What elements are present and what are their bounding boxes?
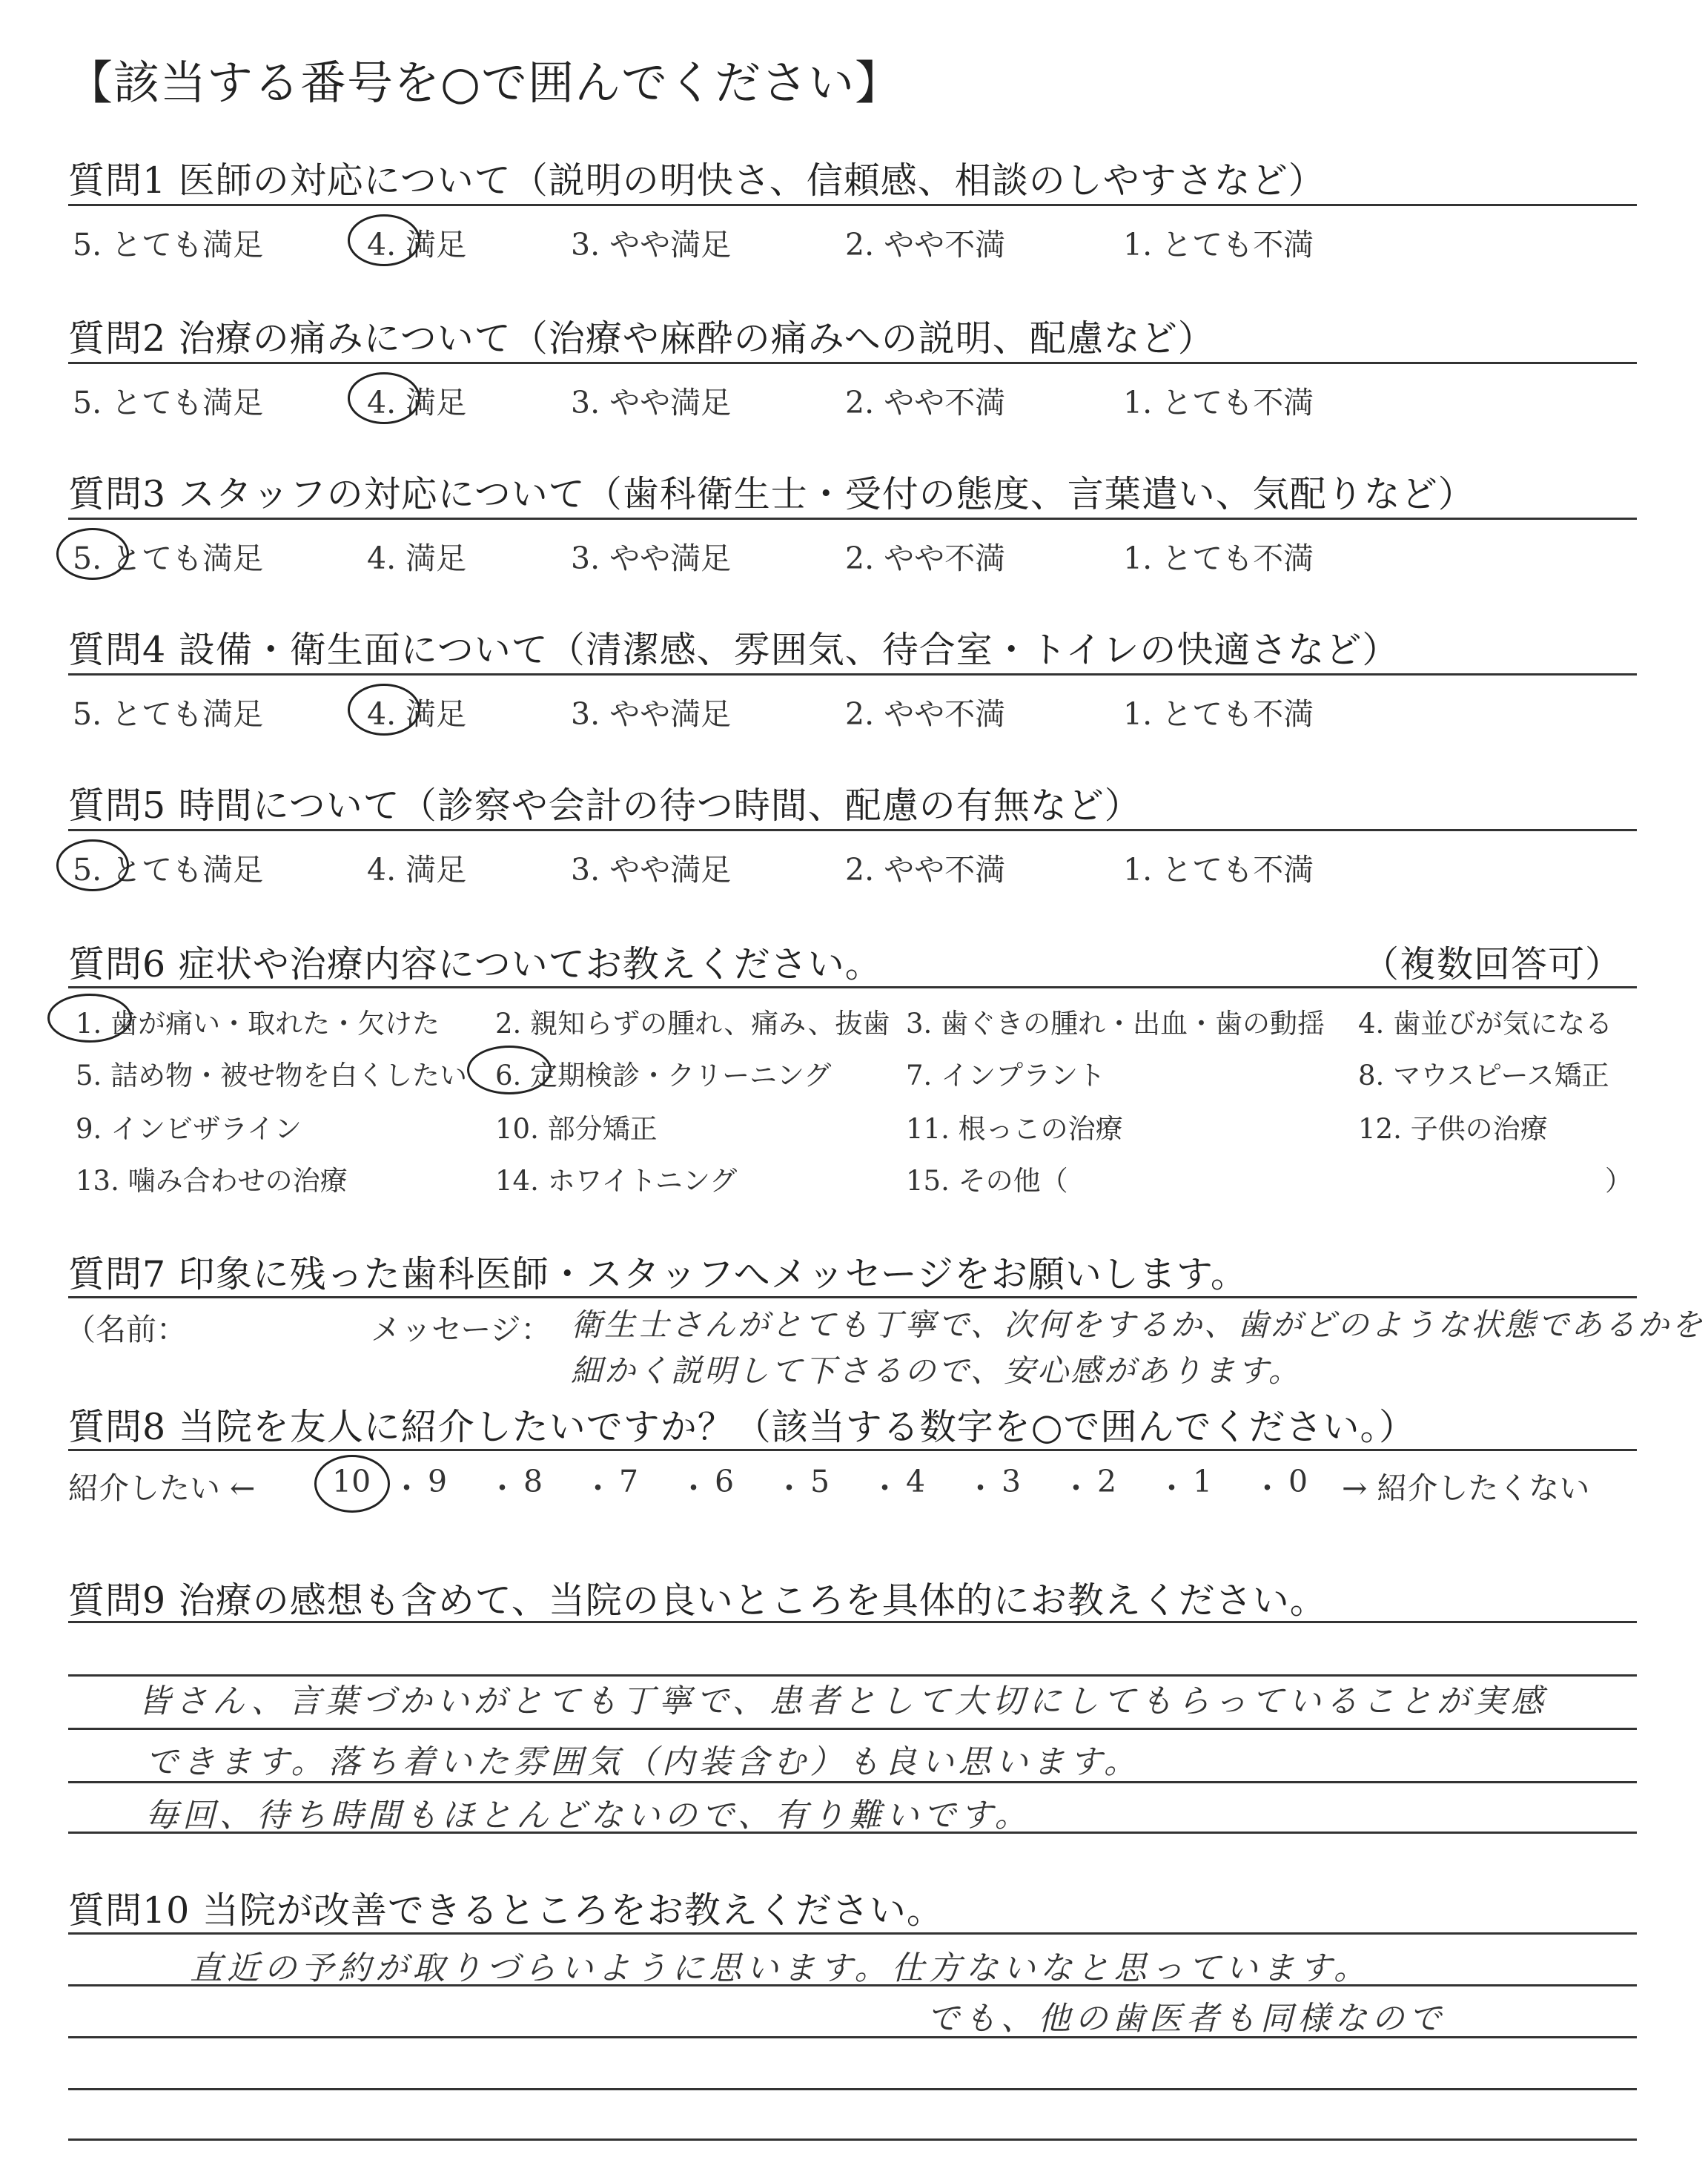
q8-separator-dot: ・ — [870, 1470, 900, 1506]
q6-option-4[interactable]: 4. 歯並びが気になる — [1358, 1008, 1613, 1040]
q8-value-5[interactable]: 5 — [810, 1464, 830, 1499]
q8-separator-dot: ・ — [965, 1470, 996, 1506]
q8-value-3[interactable]: 3 — [1002, 1464, 1022, 1499]
q2-option-3[interactable]: 3. やや満足 — [571, 385, 732, 420]
q5-option-1[interactable]: 1. とても不満 — [1123, 852, 1314, 888]
q6-option-13[interactable]: 13. 噛み合わせの治療 — [76, 1165, 348, 1197]
q8-title: 質問8 当院を友人に紹介したいですか？（該当する数字を○で囲んでください。） — [68, 1406, 1417, 1448]
q1-option-3[interactable]: 3. やや満足 — [571, 227, 732, 262]
q6-other-close: ） — [1605, 1165, 1632, 1197]
q10-answer-line-2[interactable]: でも、他の歯医者も同様なので — [927, 2000, 1446, 2038]
q8-selected-circle — [314, 1455, 390, 1513]
q6-title: 質問6 症状や治療内容についてお教えください。 — [68, 943, 882, 985]
q4-option-3[interactable]: 3. やや満足 — [571, 696, 732, 732]
q5-option-4[interactable]: 4. 満足 — [367, 852, 467, 888]
q8-separator-dot: ・ — [487, 1470, 517, 1506]
q8-separator-dot: ・ — [391, 1470, 422, 1506]
q6-selected-circle-6 — [467, 1046, 552, 1094]
q3-option-4[interactable]: 4. 満足 — [367, 541, 467, 576]
q4-option-4[interactable]: 4. 満足 — [367, 696, 467, 732]
q5-title: 質問5 時間について（診察や会計の待つ時間、配慮の有無など） — [68, 785, 1142, 827]
q8-separator-dot: ・ — [678, 1470, 709, 1506]
q9-rule-0 — [68, 1621, 1637, 1623]
q8-value-2[interactable]: 2 — [1097, 1464, 1117, 1499]
q4-option-1[interactable]: 1. とても不満 — [1123, 696, 1314, 732]
q4-option-2[interactable]: 2. やや不満 — [845, 696, 1006, 732]
q7-name-label: （名前： — [65, 1312, 187, 1347]
q5-option-3[interactable]: 3. やや満足 — [571, 852, 732, 888]
q10-answer-line-1[interactable]: 直近の予約が取りづらいように思います。仕方ないなと思っています。 — [190, 1949, 1371, 1987]
q6-option-6[interactable]: 6. 定期検診・クリーニング — [495, 1060, 832, 1091]
q3-rule — [68, 518, 1637, 520]
q1-title: 質問1 医師の対応について（説明の明快さ、信頼感、相談のしやすさなど） — [68, 159, 1325, 202]
q9-answer-line-1[interactable]: 皆さん、言葉づかいがとても丁寧で、患者として大切にしてもらっていることが実感 — [138, 1682, 1548, 1720]
q6-option-7[interactable]: 7. インプラント — [906, 1060, 1106, 1091]
q8-value-10[interactable]: 10 — [332, 1464, 371, 1499]
q6-option-9[interactable]: 9. インビザライン — [76, 1113, 302, 1145]
form-header: 【該当する番号を○で囲んでください】 — [67, 56, 902, 110]
q8-value-1[interactable]: 1 — [1193, 1464, 1213, 1499]
q5-option-2[interactable]: 2. やや不満 — [845, 852, 1006, 888]
q8-separator-dot: ・ — [774, 1470, 804, 1506]
q6-option-11[interactable]: 11. 根っこの治療 — [906, 1113, 1123, 1145]
q6-option-12[interactable]: 12. 子供の治療 — [1358, 1113, 1548, 1145]
q1-selected-circle — [348, 214, 420, 266]
q3-option-5[interactable]: 5. とても満足 — [73, 541, 264, 576]
q8-separator-dot: ・ — [1156, 1470, 1187, 1506]
q8-value-7[interactable]: 7 — [619, 1464, 639, 1499]
q7-message-label: メッセージ： — [371, 1312, 552, 1347]
q8-value-0[interactable]: 0 — [1288, 1464, 1308, 1499]
q1-rule — [68, 204, 1637, 206]
q2-option-4[interactable]: 4. 満足 — [367, 385, 467, 420]
q6-selected-circle-1 — [47, 994, 132, 1043]
q8-rule — [68, 1449, 1637, 1451]
q5-selected-circle — [56, 839, 129, 891]
q4-title: 質問4 設備・衛生面について（清潔感、雰囲気、待合室・トイレの快適さなど） — [68, 629, 1400, 671]
q8-value-4[interactable]: 4 — [906, 1464, 926, 1499]
q3-option-2[interactable]: 2. やや不満 — [845, 541, 1006, 576]
q6-option-14[interactable]: 14. ホワイトニング — [495, 1165, 738, 1197]
q7-rule — [68, 1296, 1637, 1298]
q6-option-1[interactable]: 1. 歯が痛い・取れた・欠けた — [76, 1008, 440, 1040]
q6-rule — [68, 986, 1637, 988]
q1-option-1[interactable]: 1. とても不満 — [1123, 227, 1314, 262]
q4-selected-circle — [348, 684, 420, 736]
q9-rule-2 — [68, 1728, 1637, 1730]
q3-option-3[interactable]: 3. やや満足 — [571, 541, 732, 576]
q7-message-line-2[interactable]: 細かく説明して下さるので、安心感があります。 — [571, 1353, 1302, 1389]
q8-separator-dot: ・ — [1252, 1470, 1282, 1506]
q3-selected-circle — [56, 528, 129, 580]
q1-option-5[interactable]: 5. とても満足 — [73, 227, 264, 262]
q6-option-15[interactable]: 15. その他（ — [906, 1165, 1068, 1197]
q9-title: 質問9 治療の感想も含めて、当院の良いところを具体的にお教えください。 — [68, 1579, 1327, 1622]
q8-value-6[interactable]: 6 — [715, 1464, 735, 1499]
q6-option-5[interactable]: 5. 詰め物・被せ物を白くしたい — [76, 1060, 468, 1091]
q5-rule — [68, 829, 1637, 831]
q2-selected-circle — [348, 372, 420, 424]
q8-separator-dot: ・ — [1061, 1470, 1091, 1506]
q1-option-4[interactable]: 4. 満足 — [367, 227, 467, 262]
q8-value-9[interactable]: 9 — [428, 1464, 448, 1499]
q2-option-1[interactable]: 1. とても不満 — [1123, 385, 1314, 420]
q9-answer-line-3[interactable]: 毎回、待ち時間もほとんどないので、有り難いです。 — [145, 1797, 1032, 1834]
q10-rule-0 — [68, 1932, 1637, 1935]
q4-option-5[interactable]: 5. とても満足 — [73, 696, 264, 732]
q5-option-5[interactable]: 5. とても満足 — [73, 852, 264, 888]
q10-rule-3 — [68, 2088, 1637, 2090]
q8-separator-dot: ・ — [583, 1470, 613, 1506]
q6-note: （複数回答可） — [1363, 943, 1623, 985]
q1-option-2[interactable]: 2. やや不満 — [845, 227, 1006, 262]
q6-option-2[interactable]: 2. 親知らずの腫れ、痛み、抜歯 — [495, 1008, 890, 1040]
q8-left-label: 紹介したい ← — [68, 1470, 256, 1506]
q2-rule — [68, 362, 1637, 364]
q6-option-10[interactable]: 10. 部分矯正 — [495, 1113, 658, 1145]
q6-option-3[interactable]: 3. 歯ぐきの腫れ・出血・歯の動揺 — [906, 1008, 1325, 1040]
q2-title: 質問2 治療の痛みについて（治療や麻酔の痛みへの説明、配慮など） — [68, 317, 1215, 360]
q9-answer-line-2[interactable]: できます。落ち着いた雰囲気（内装含む）も良い思います。 — [145, 1743, 1141, 1781]
q2-option-2[interactable]: 2. やや不満 — [845, 385, 1006, 420]
q10-rule-4 — [68, 2138, 1637, 2141]
q7-message-line-1[interactable]: 衛生士さんがとても丁寧で、次何をするか、歯がどのような状態であるかを — [571, 1307, 1705, 1343]
q3-option-1[interactable]: 1. とても不満 — [1123, 541, 1314, 576]
q3-title: 質問3 スタッフの対応について（歯科衛生士・受付の態度、言葉遣い、気配りなど） — [68, 473, 1475, 515]
q4-rule — [68, 673, 1637, 676]
q6-option-8[interactable]: 8. マウスピース矯正 — [1358, 1060, 1609, 1091]
q7-title: 質問7 印象に残った歯科医師・スタッフへメッセージをお願いします。 — [68, 1253, 1248, 1295]
q8-value-8[interactable]: 8 — [523, 1464, 543, 1499]
q8-right-label: → 紹介したくない — [1342, 1470, 1590, 1506]
q10-title: 質問10 当院が改善できるところをお教えください。 — [68, 1889, 944, 1932]
q2-option-5[interactable]: 5. とても満足 — [73, 385, 264, 420]
